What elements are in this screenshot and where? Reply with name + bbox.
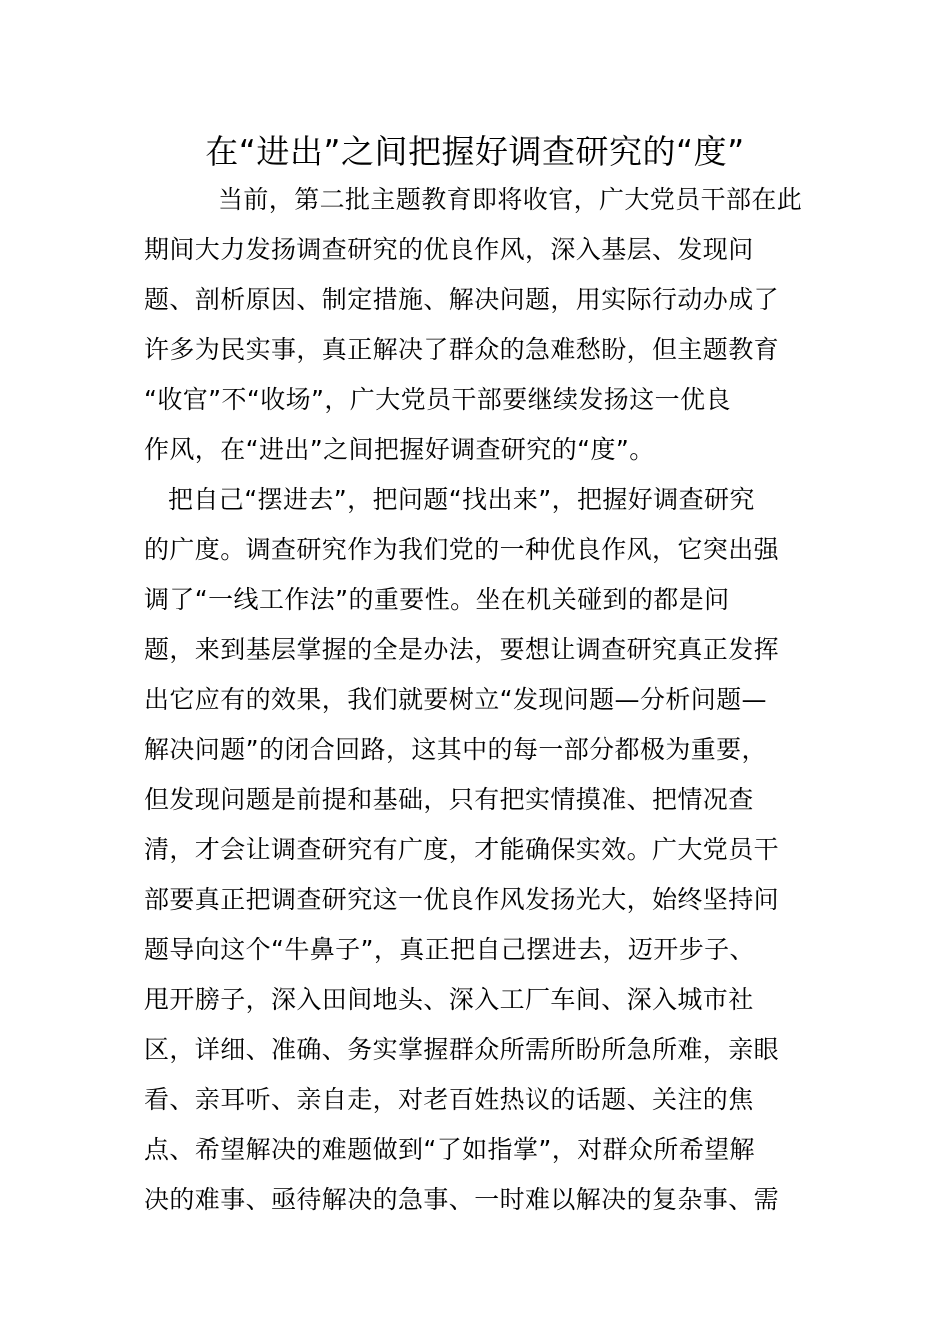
- paragraph-line: 的广度。调查研究作为我们党的一种优良作风，它突出强: [144, 535, 780, 564]
- paragraph-line: 作风，在“进出”之间把握好调查研究的“度”。: [144, 435, 655, 464]
- paragraph-line: 但发现问题是前提和基础，只有把实情摸准、把情况查: [144, 785, 754, 814]
- paragraph-line: 把自己“摆进去”，把问题“找出来”，把握好调查研究: [168, 485, 755, 514]
- paragraph-line: 调了“一线工作法”的重要性。坐在机关碰到的都是问: [144, 585, 730, 614]
- paragraph-line: 点、希望解决的难题做到“了如指掌”，对群众所希望解: [144, 1135, 755, 1164]
- paragraph-line: 当前，第二批主题教育即将收官，广大党员干部在此: [218, 185, 803, 214]
- paragraph-line: 看、亲耳听、亲自走，对老百姓热议的话题、关注的焦: [144, 1085, 754, 1114]
- paragraph-line: 决的难事、亟待解决的急事、一时难以解决的复杂事、需: [144, 1185, 780, 1214]
- paragraph-line: 部要真正把调查研究这一优良作风发扬光大，始终坚持问: [144, 885, 780, 914]
- paragraph-line: 许多为民实事，真正解决了群众的急难愁盼，但主题教育: [144, 335, 780, 364]
- paragraph-line: 出它应有的效果，我们就要树立“发现问题—分析问题—: [144, 685, 767, 714]
- paragraph-line: 清，才会让调查研究有广度，才能确保实效。广大党员干: [144, 835, 780, 864]
- paragraph-line: “收官”不“收场”，广大党员干部要继续发扬这一优良: [144, 385, 731, 414]
- paragraph-line: 题、剖析原因、制定措施、解决问题，用实际行动办成了: [144, 285, 780, 314]
- paragraph-line: 区，详细、准确、务实掌握群众所需所盼所急所难，亲眼: [144, 1035, 780, 1064]
- paragraph-line: 甩开膀子，深入田间地头、深入工厂车间、深入城市社: [144, 985, 754, 1014]
- paragraph-line: 题，来到基层掌握的全是办法，要想让调查研究真正发挥: [144, 635, 780, 664]
- paragraph-line: 解决问题”的闭合回路，这其中的每一部分都极为重要，: [144, 735, 767, 764]
- document-title: 在“进出”之间把握好调查研究的“度”: [205, 132, 745, 171]
- paragraph-line: 题导向这个“牛鼻子”，真正把自己摆进去，迈开步子、: [144, 935, 755, 964]
- paragraph-line: 期间大力发扬调查研究的优良作风，深入基层、发现问: [144, 235, 754, 264]
